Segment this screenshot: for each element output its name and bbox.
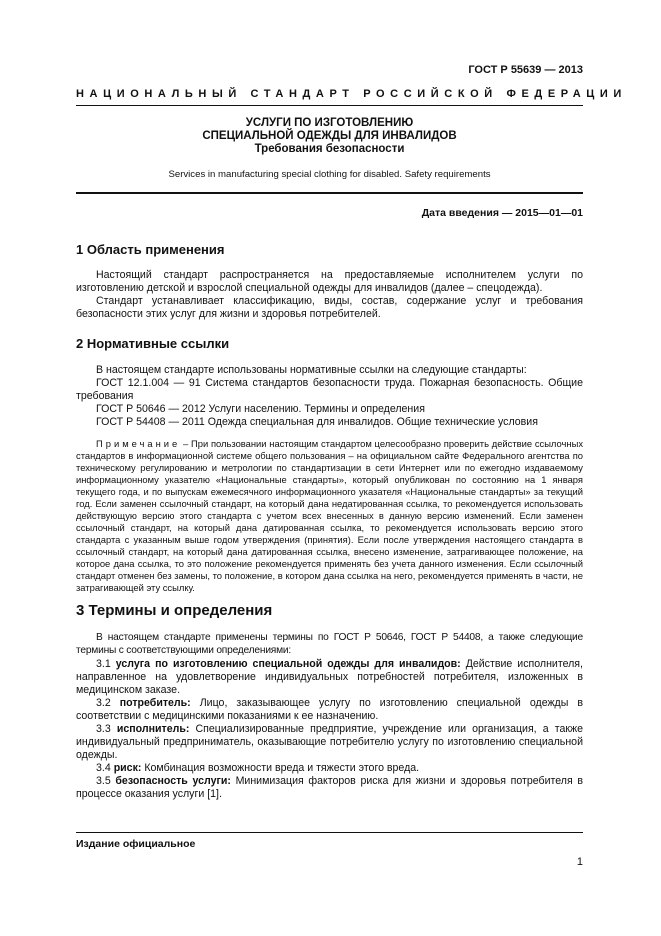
national-standard-title: НАЦИОНАЛЬНЫЙ СТАНДАРТ РОССИЙСКОЙ ФЕДЕРАЦИИ [76,88,627,100]
term-3-5-definition: Минимизация факторов риска для жизни и здоровья потребителя в процессе оказания услуги [1]. [76,775,583,800]
section-2-paragraph: В настоящем стандарте использованы нормативные ссылки на следующие стандарты: [96,364,527,376]
term-3-5-term: безопасность услуги: [115,775,231,787]
title-line-3: Требования безопасности [254,143,405,155]
section-3-intro: В настоящем стандарте применены термины по ГОСТ Р 50646, ГОСТ Р 54408, а также следующие термины с соответствующими определениями: [76,632,583,656]
term-3-4-term: риск: [113,762,142,774]
term-3-2-definition: Лицо, заказывающее услугу по изготовлению специальной одежды в соответствии с медицинскими показаниями к ее назначению. [76,697,584,722]
section-2-heading: 2 Нормативные ссылки [76,336,230,351]
normative-reference-2: ГОСТ Р 50646 — 2012 Услуги населению. Термины и определения [96,403,425,415]
note-label: Примечание [96,438,181,449]
section-3-terms [76,658,583,801]
section-1-paragraph-2: Стандарт устанавливает классификацию, виды, состав, содержание услуг и требования безопасности этих услуг для жизни и здоровья потребителей. [76,295,583,320]
header-rule [76,105,583,106]
official-edition-label: Издание официальное [76,838,196,850]
term-3-2-term: потребитель: [119,697,191,709]
section-1-paragraph-1: Настоящий стандарт распространяется на предоставляемые исполнителем услуги по изготовлению детской и взрослой специальной одежды для инвалидов (далее – спецодежда). [76,269,583,294]
term-3-5 [76,775,583,801]
document-title [76,117,583,156]
term-3-3-number: 3.3 [96,723,111,735]
title-line-2: СПЕЦИАЛЬНОЙ ОДЕЖДЫ ДЛЯ ИНВАЛИДОВ [202,130,457,142]
term-3-1-definition: Действие исполнителя, направленное на удовлетворение индивидуальных потребностей потребителя, изложенных в медицинском заказе. [76,658,583,696]
section-1-body [76,269,583,321]
title-line-1: УСЛУГИ ПО ИЗГОТОВЛЕНИЮ [245,117,414,129]
term-3-3-term: исполнитель: [116,723,190,735]
term-3-1 [76,658,583,697]
english-title: Services in manufacturing special clothing for disabled. Safety requirements [168,169,491,180]
footer-rule [76,832,583,833]
section-2-body [76,364,583,429]
term-3-1-term: услуга по изготовлению специальной одежды для инвалидов: [115,658,461,670]
section-1-heading: 1 Область применения [76,242,225,257]
term-3-3-definition: Специализированные предприятие, учреждение или организация, а также индивидуальный предприниматель, оказывающие потребителю услугу по изготовлению специальной одежды. [76,723,584,761]
note-block [76,438,583,594]
title-rule [76,192,583,194]
term-3-4 [76,762,583,775]
normative-reference-3: ГОСТ Р 54408 — 2011 Одежда специальная для инвалидов. Общие технические условия [96,416,538,428]
document-number: ГОСТ Р 55639 — 2013 [468,64,583,76]
term-3-1-number: 3.1 [96,658,111,670]
term-3-3 [76,723,583,762]
page-number: 1 [576,856,583,868]
section-3-heading: 3 Термины и определения [76,602,273,619]
term-3-2-number: 3.2 [96,697,111,709]
normative-reference-1: ГОСТ 12.1.004 — 91 Система стандартов безопасности труда. Пожарная безопасность. Общие требования [76,377,583,402]
term-3-5-number: 3.5 [96,775,111,787]
introduction-date: Дата введения — 2015—01—01 [421,207,583,219]
term-3-4-number: 3.4 [96,762,111,774]
note-text: – При пользовании настоящим стандартом целесообразно проверить действие ссылочных стандартов в информационной системе общего пользования – на официальном сайте Федерального агентства по техническому регулированию и метрологии по стандартизации в сети Интернет или по ежегодно издаваемому информационному указателю «Национальные стандарты», который опубликован по состоянию на 1 января текущего года, и по выпускам ежемесячного информационного указателя «Национальные стандарты» за текущий год. Если заменен ссылочный стандарт, на который дана недатированная ссылка, то рекомендуется использовать действующую версию этого стандарта с учетом всех внесенных в данную версию изменений. Если заменен ссылочный стандарт, на который дана датированная ссылка, то рекомендуется использовать версию этого стандарта с указанным выше годом утверждения (принятия). Если после утверждения настоящего стандарта в ссылочный стандарт, на который дана датированная ссылка, внесено изменение, затрагивающее положение, на которое дана ссылка, то это положение рекомендуется применять без учета данного изменения. Если ссылочный стандарт отменен без замены, то положение, в котором дана ссылка на него, рекомендуется применять в части, не затрагивающей эту ссылку. [76,438,584,593]
term-3-2 [76,697,583,723]
term-3-4-definition: Комбинация возможности вреда и тяжести этого вреда. [144,762,420,774]
